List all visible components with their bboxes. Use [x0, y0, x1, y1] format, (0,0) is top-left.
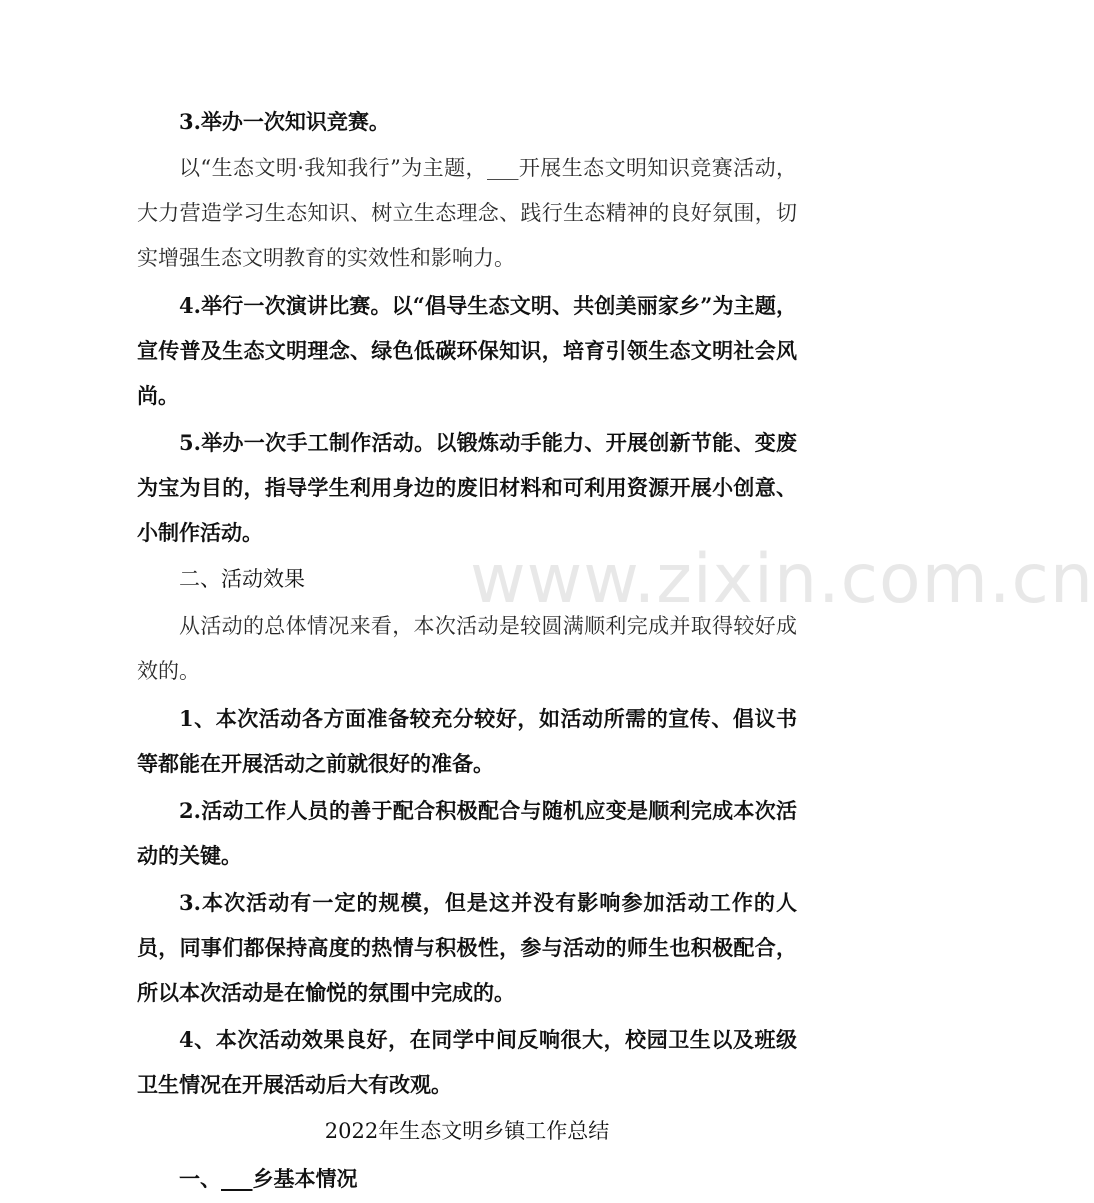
document-body: [137, 99, 797, 1203]
paragraph-effect-1: 1、本次活动各方面准备较充分较好，如活动所需的宣传、倡议书等都能在开展活动之前就很好的准备。: [137, 706, 797, 776]
watermark: www.zixin.com.cn: [470, 540, 1094, 619]
paragraph-effect-2: 2.活动工作人员的善于配合积极配合与随机应变是顺利完成本次活动的关键。: [137, 798, 797, 868]
paragraph-knowledge-contest-body: 以“生态文明·我知我行”为主题，___开展生态文明知识竞赛活动，大力营造学习生态知识、树立生态理念、践行生态精神的良好氛围，切实增强生态文明教育的实效性和影响力。: [137, 156, 797, 270]
paragraph-effect-3: 3.本次活动有一定的规模，但是这并没有影响参加活动工作的人员，同事们都保持高度的热情与积极性，参与活动的师生也积极配合，所以本次活动是在愉悦的氛围中完成的。: [137, 890, 797, 1005]
paragraph-knowledge-contest-heading: 3.举办一次知识竞赛。: [179, 109, 390, 134]
section-heading-township-overview: 一、___乡基本情况: [179, 1166, 358, 1191]
paragraph-speech-contest: 4.举行一次演讲比赛。以“倡导生态文明、共创美丽家乡”为主题，宣传普及生态文明理念、绿色低碳环保知识，培育引领生态文明社会风尚。: [137, 293, 797, 408]
document-title: 2022年生态文明乡镇工作总结: [324, 1119, 610, 1143]
paragraph-effect-4: 4、本次活动效果良好，在同学中间反响很大，校园卫生以及班级卫生情况在开展活动后大有改观。: [137, 1027, 797, 1097]
paragraph-handcraft-activity: 5.举办一次手工制作活动。以锻炼动手能力、开展创新节能、变废为宝为目的，指导学生利用身边的废旧材料和可利用资源开展小创意、小制作活动。: [137, 430, 797, 545]
section-heading-activity-effect: 二、活动效果: [179, 567, 305, 591]
paragraph-overall-situation: 从活动的总体情况来看，本次活动是较圆满顺利完成并取得较好成效的。: [137, 614, 797, 683]
